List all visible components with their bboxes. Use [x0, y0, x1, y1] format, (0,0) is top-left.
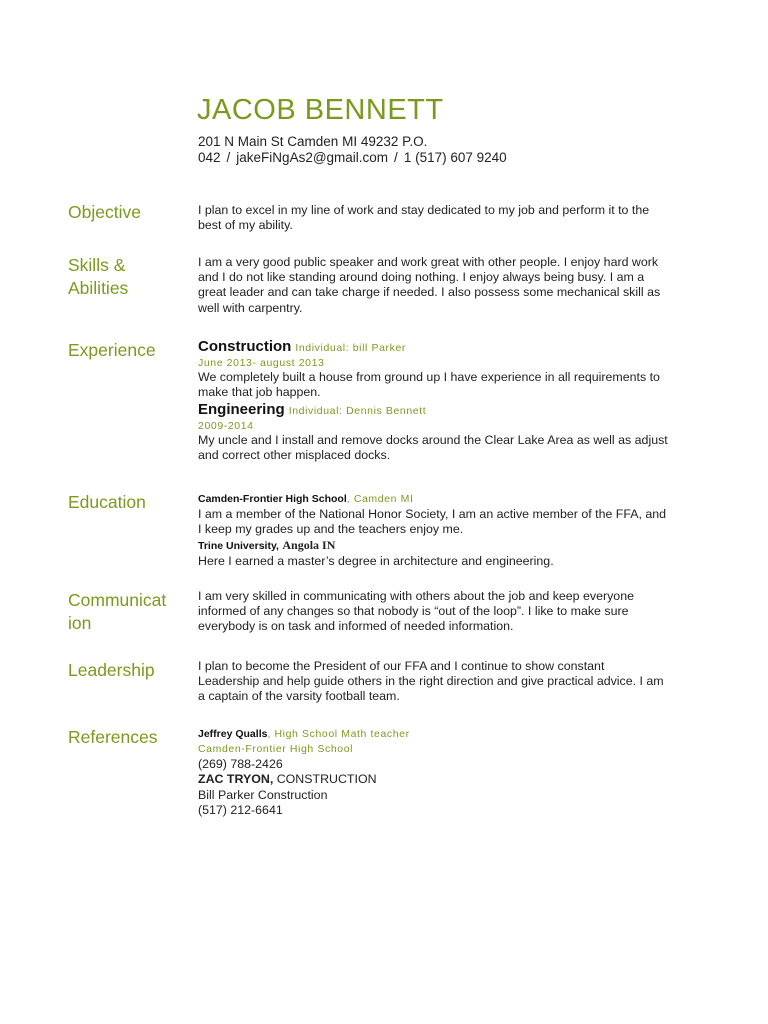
address-line: 201 N Main St Camden MI 49232 P.O. — [198, 134, 428, 149]
job-title: Engineering — [198, 400, 285, 418]
job-dates: June 2013- august 2013 — [198, 357, 325, 370]
reference-phone: (269) 788-2426 — [198, 757, 283, 772]
experience-body — [198, 339, 668, 463]
education-heading: Education — [68, 492, 146, 512]
reference-organization: Bill Parker Construction — [198, 787, 328, 802]
education-body — [198, 491, 668, 569]
references-body — [198, 726, 668, 818]
reference-entry — [198, 726, 668, 772]
email-link[interactable]: jakeFiNgAs2@gmail.com — [236, 150, 389, 165]
separator: / — [226, 150, 231, 165]
leadership-text: I plan to become the President of our FFA and I continue to show constant Leadership and help guide others in the right direction and give practical advice. I am a captain of the varsity football team. — [198, 659, 664, 704]
po-box: 042 — [198, 150, 221, 165]
references-heading: References — [68, 727, 158, 747]
experience-heading: Experience — [68, 340, 156, 360]
school-entry — [198, 538, 668, 569]
leadership-heading: Leadership — [68, 660, 155, 680]
communication-heading-line1: Communicat — [68, 590, 167, 610]
job-description: We completely built a house from ground up I have experience in all requirements to make that job happen. — [198, 370, 660, 400]
school-location: , Camden MI — [346, 493, 414, 505]
school-description: Here I earned a master’s degree in architecture and engineering. — [198, 553, 554, 568]
communication-heading-line2: ion — [68, 613, 92, 633]
reference-role: CONSTRUCTION — [276, 772, 377, 787]
job-meta: Individual: bill Parker — [295, 342, 407, 354]
job-meta: Individual: Dennis Bennett — [288, 404, 427, 417]
reference-name: ZAC TRYON, — [198, 772, 274, 787]
skills-heading-line2: Abilities — [68, 278, 129, 298]
school-entry — [198, 491, 668, 538]
objective-text: I plan to excel in my line of work and stay dedicated to my job and perform it to the best of my ability. — [198, 203, 650, 233]
skills-heading-line1: Skills & — [68, 255, 126, 275]
job-entry — [198, 339, 668, 401]
reference-role: , High School Math teacher — [267, 728, 410, 740]
contact-line — [198, 150, 507, 166]
job-description: My uncle and I install and remove docks around the Clear Lake Area as well as adjust and correct other misplaced docks. — [198, 432, 668, 463]
separator: / — [394, 150, 398, 165]
communication-text: I am very skilled in communicating with others about the job and keep everyone informed of any changes so that nobody is “out of the loop”. I like to make sure everybody is on task and informed of needed information. — [198, 589, 634, 634]
school-location: Angola IN — [282, 537, 336, 552]
reference-name: Jeffrey Qualls — [198, 728, 268, 740]
school-name: Trine University, — [198, 539, 279, 552]
reference-phone: (517) 212-6641 — [198, 802, 283, 817]
job-entry — [198, 402, 668, 464]
objective-heading: Objective — [68, 202, 141, 222]
job-title: Construction — [198, 338, 292, 355]
communication-heading — [68, 589, 188, 635]
reference-organization: Camden-Frontier High School — [198, 743, 354, 756]
resume-name: JACOB BENNETT — [197, 94, 444, 126]
school-description: I am a member of the National Honor Society, I am an active member of the FFA, and I keep my grades up and the teachers enjoy me. — [198, 507, 667, 537]
skills-heading — [68, 254, 188, 300]
reference-entry — [198, 772, 668, 818]
school-name: Camden-Frontier High School — [198, 493, 347, 505]
contact-block — [198, 134, 507, 166]
skills-text: I am a very good public speaker and work great with other people. I enjoy hard work and I do not like standing around doing nothing. I enjoy always being busy. I am a great leader and can take charge if needed. I also possess some mechanical skill as well with carpentry. — [198, 255, 661, 315]
phone-number: 1 (517) 607 9240 — [403, 150, 507, 165]
job-dates: 2009-2014 — [198, 419, 254, 432]
